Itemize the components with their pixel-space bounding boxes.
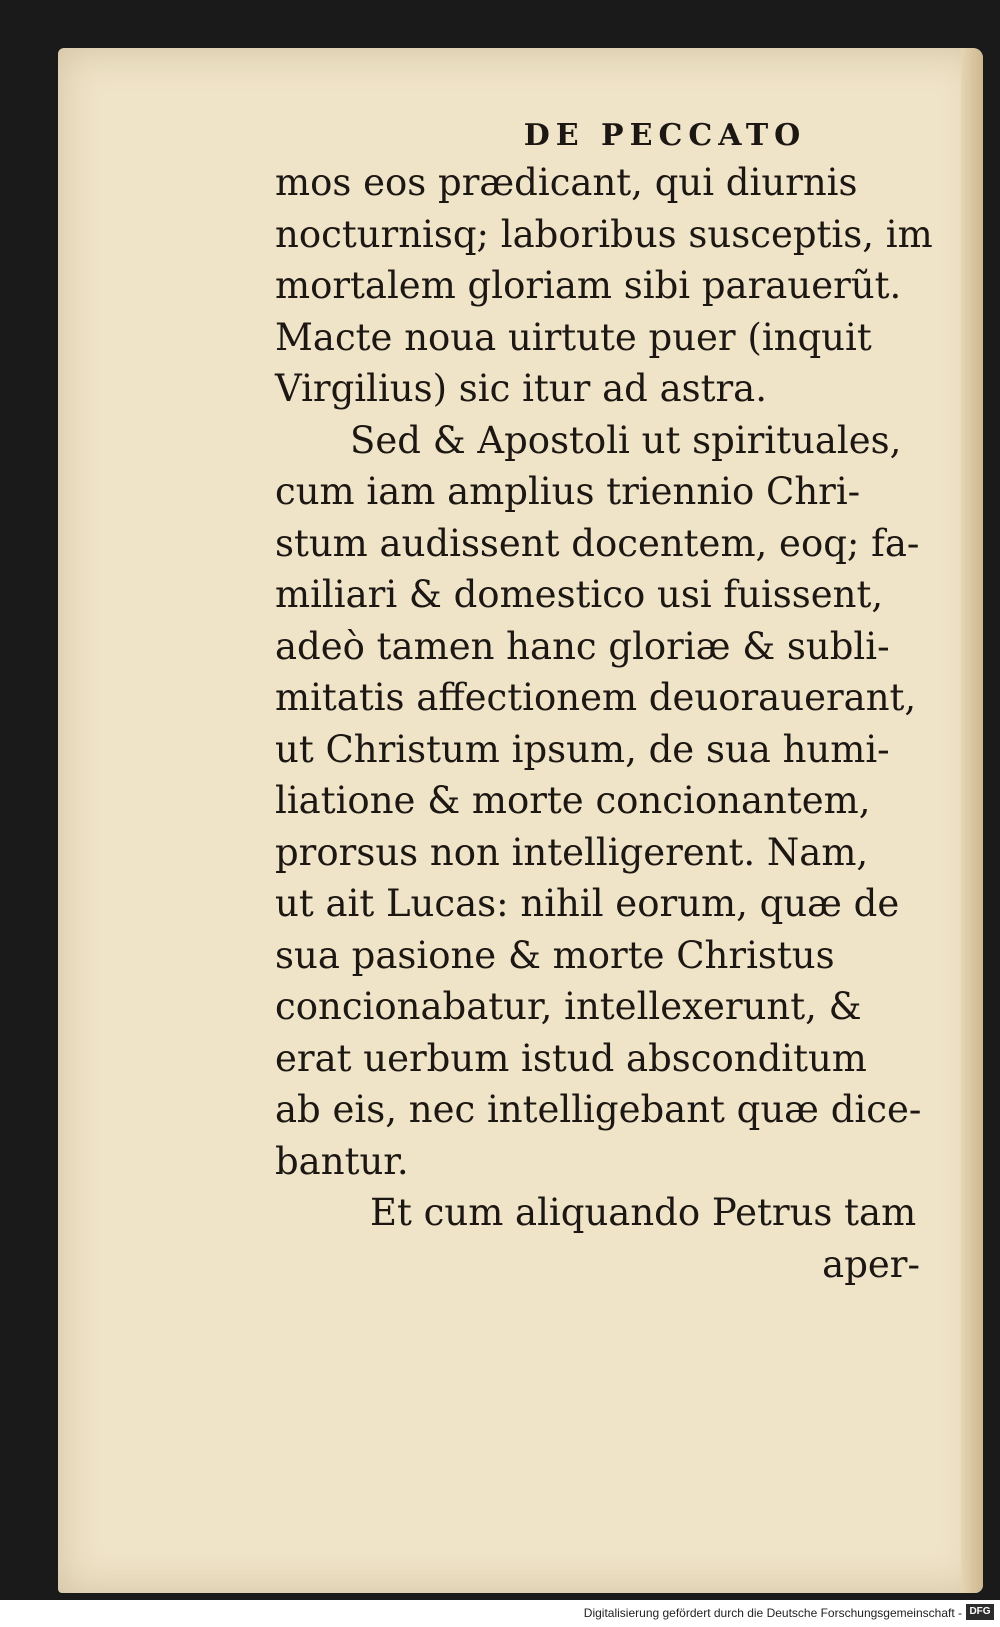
text-line: nocturnisq; laboribus susceptis, im xyxy=(275,212,933,256)
funding-credit: Digitalisierung gefördert durch die Deutsche Forschungsgemeinschaft - xyxy=(583,1606,962,1620)
text-line: Sed & Apostoli ut spirituales, xyxy=(350,418,902,462)
text-block xyxy=(275,118,945,1290)
footer-bar xyxy=(0,1600,1000,1627)
text-line: miliari & domestico usi fuissent, xyxy=(275,573,884,616)
text-line: mos eos prædicant, qui diurnis xyxy=(275,161,858,204)
text-line: mortalem gloriam sibi parauerũt. xyxy=(275,264,902,307)
running-head: DE PECCATO xyxy=(523,118,807,153)
text-line: concionabatur, intellexerunt, & xyxy=(275,985,862,1028)
text-line: ut ait Lucas: nihil eorum, quæ de xyxy=(275,882,900,925)
text-line: cum iam amplius triennio Chri- xyxy=(275,470,861,513)
text-line: sua pasione & morte Christus xyxy=(275,933,835,977)
text-line: liatione & morte concionantem, xyxy=(275,779,871,822)
text-line: ut Christum ipsum, de sua humi- xyxy=(275,727,890,771)
text-line: stum audissent docentem, eoq; fa- xyxy=(275,521,920,565)
dfg-logo: DFG xyxy=(966,1604,994,1620)
text-line: ab eis, nec intelligebant quæ dice- xyxy=(275,1088,922,1131)
text-line: erat uerbum istud absconditum xyxy=(275,1036,867,1080)
text-line: Virgilius) sic itur ad astra. xyxy=(275,367,768,410)
text-line: bantur. xyxy=(275,1139,409,1183)
text-line: adeò tamen hanc gloriæ & subli- xyxy=(275,624,890,668)
text-line: Et cum aliquando Petrus tam xyxy=(370,1191,917,1234)
text-line: prorsus non intelligerent. Nam, xyxy=(275,830,869,874)
text-line: Macte noua uirtute puer (inquit xyxy=(275,315,872,359)
catchword: aper- xyxy=(822,1242,920,1286)
text-line: mitatis affectionem deuorauerant, xyxy=(275,676,917,719)
page-edge xyxy=(961,48,983,1593)
